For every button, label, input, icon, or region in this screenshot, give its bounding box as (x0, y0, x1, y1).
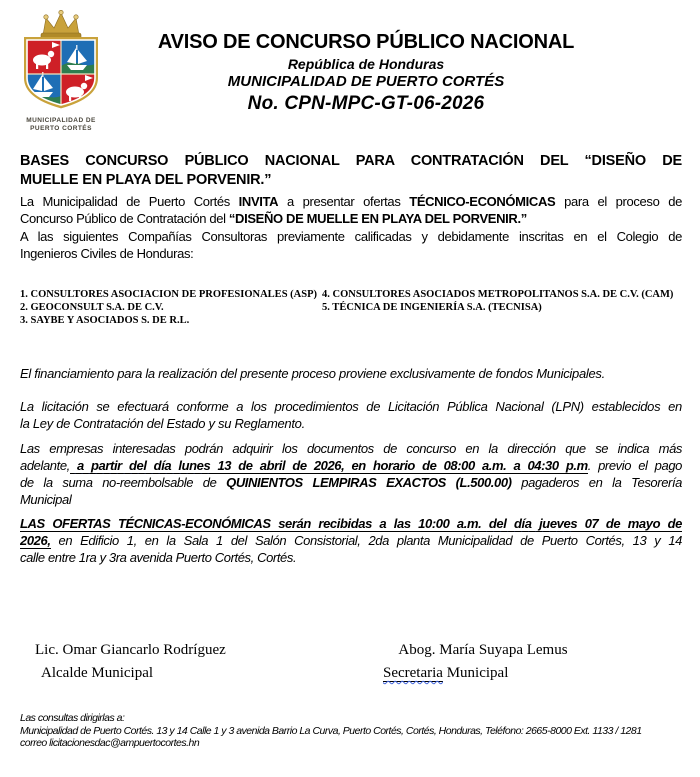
company-item: 1. CONSULTORES ASOCIACION DE PROFESIONALES (ASP) (20, 289, 317, 300)
company-item: 5. TÉCNICA DE INGENIERÍA S.A. (TECNISA) (322, 302, 542, 313)
municipality-line: MUNICIPALIDAD DE PUERTO CORTÉS (227, 73, 505, 90)
masthead (128, 31, 604, 115)
offers-reception-paragraph: LAS OFERTAS TÉCNICAS-ECONÓMICAS serán recibidas a las 10:00 a.m. del día jueves 07 de mayo de 2026, en Edificio 1, en la Sala 1 del Salón Consistorial, 2da planta Municipalidad de Puerto Cortés, 13 y 14 calle entre 1ra y 3ra avenida Puerto Cortés, Cortés. (20, 516, 682, 565)
shield-quarters (27, 40, 95, 110)
company-item: 2. GEOCONSULT S.A. DE C.V. (20, 302, 164, 313)
signature-secretary (383, 639, 583, 685)
contact-email: correo licitacionesdac@ampuertocortes.hn (20, 737, 200, 749)
page-title: AVISO DE CONCURSO PÚBLICO NACIONAL (157, 31, 575, 53)
signature-name: Lic. Omar Giancarlo Rodríguez (35, 642, 226, 658)
footnote-address: Municipalidad de Puerto Cortés. 13 y 14 Calle 1 y 3 avenida Barrio La Curva, Puerto Cortés, Cortés, Honduras, Teléfono: 2665-8000 Ext. 1133 / 1281 (20, 724, 642, 737)
bases-heading: BASES CONCURSO PÚBLICO NACIONAL PARA CONTRATACIÓN DEL “DISEÑO DE MUELLE EN PLAYA DEL PORVENIR.” (20, 153, 682, 188)
document-purchase-paragraph: Las empresas interesadas podrán adquirir los documentos de concurso en la dirección que se indica más adelante, a partir del día lunes 13 de abril de 2026, en horario de 08:00 a.m. a 04:30 p.m. previo el pago de la suma no-reembolsable de QUINIENTOS LEMPIRAS EXACTOS (L.500.00) pagaderos en la Tesorería Municipal (20, 441, 682, 507)
procedure-paragraph: La licitación se efectuará conforme a los procedimientos de Licitación Pública Nacional (LPN) establecidos en la Ley de Contratación del Estado y su Reglamento. (20, 399, 682, 431)
signature-title: Secretaria Municipal (383, 665, 509, 681)
footnote (20, 712, 682, 750)
company-item: 4. CONSULTORES ASOCIADOS METROPOLITANOS S.A. DE C.V. (CAM) (322, 289, 674, 300)
invitation-paragraph: La Municipalidad de Puerto Cortés INVITA a presentar ofertas TÉCNICO-ECONÓMICAS para el proceso de Concurso Público de Contratación del “DISEÑO DE MUELLE EN PLAYA DEL PORVENIR.” (20, 194, 682, 226)
crest-caption: MUNICIPALIDAD DE PUERTO CORTÉS (26, 117, 96, 132)
crown-icon (41, 10, 81, 39)
notice-number: No. CPN-MPC-GT-06-2026 (247, 93, 485, 114)
funding-paragraph: El financiamiento para la realización del presente proceso proviene exclusivamente de fondos Municipales. (20, 366, 605, 381)
companies-left-column (20, 288, 320, 327)
signature-title: Alcalde Municipal (41, 665, 154, 681)
country-line: República de Honduras (287, 56, 445, 72)
municipality-crest (12, 6, 110, 133)
companies-right-column (322, 288, 682, 314)
footnote-intro: Las consultas dirigirlas a: (20, 712, 125, 724)
companies-list (20, 288, 682, 330)
signature-mayor (35, 639, 295, 685)
signature-name: Abog. María Suyapa Lemus (398, 642, 568, 658)
qualified-paragraph: A las siguientes Compañías Consultoras previamente calificadas y debidamente inscritas en el Colegio de Ingenieros Civiles de Honduras: (20, 229, 682, 261)
company-item: 3. SAYBE Y ASOCIADOS S. DE R.L. (20, 315, 190, 326)
crest-image (12, 6, 110, 110)
